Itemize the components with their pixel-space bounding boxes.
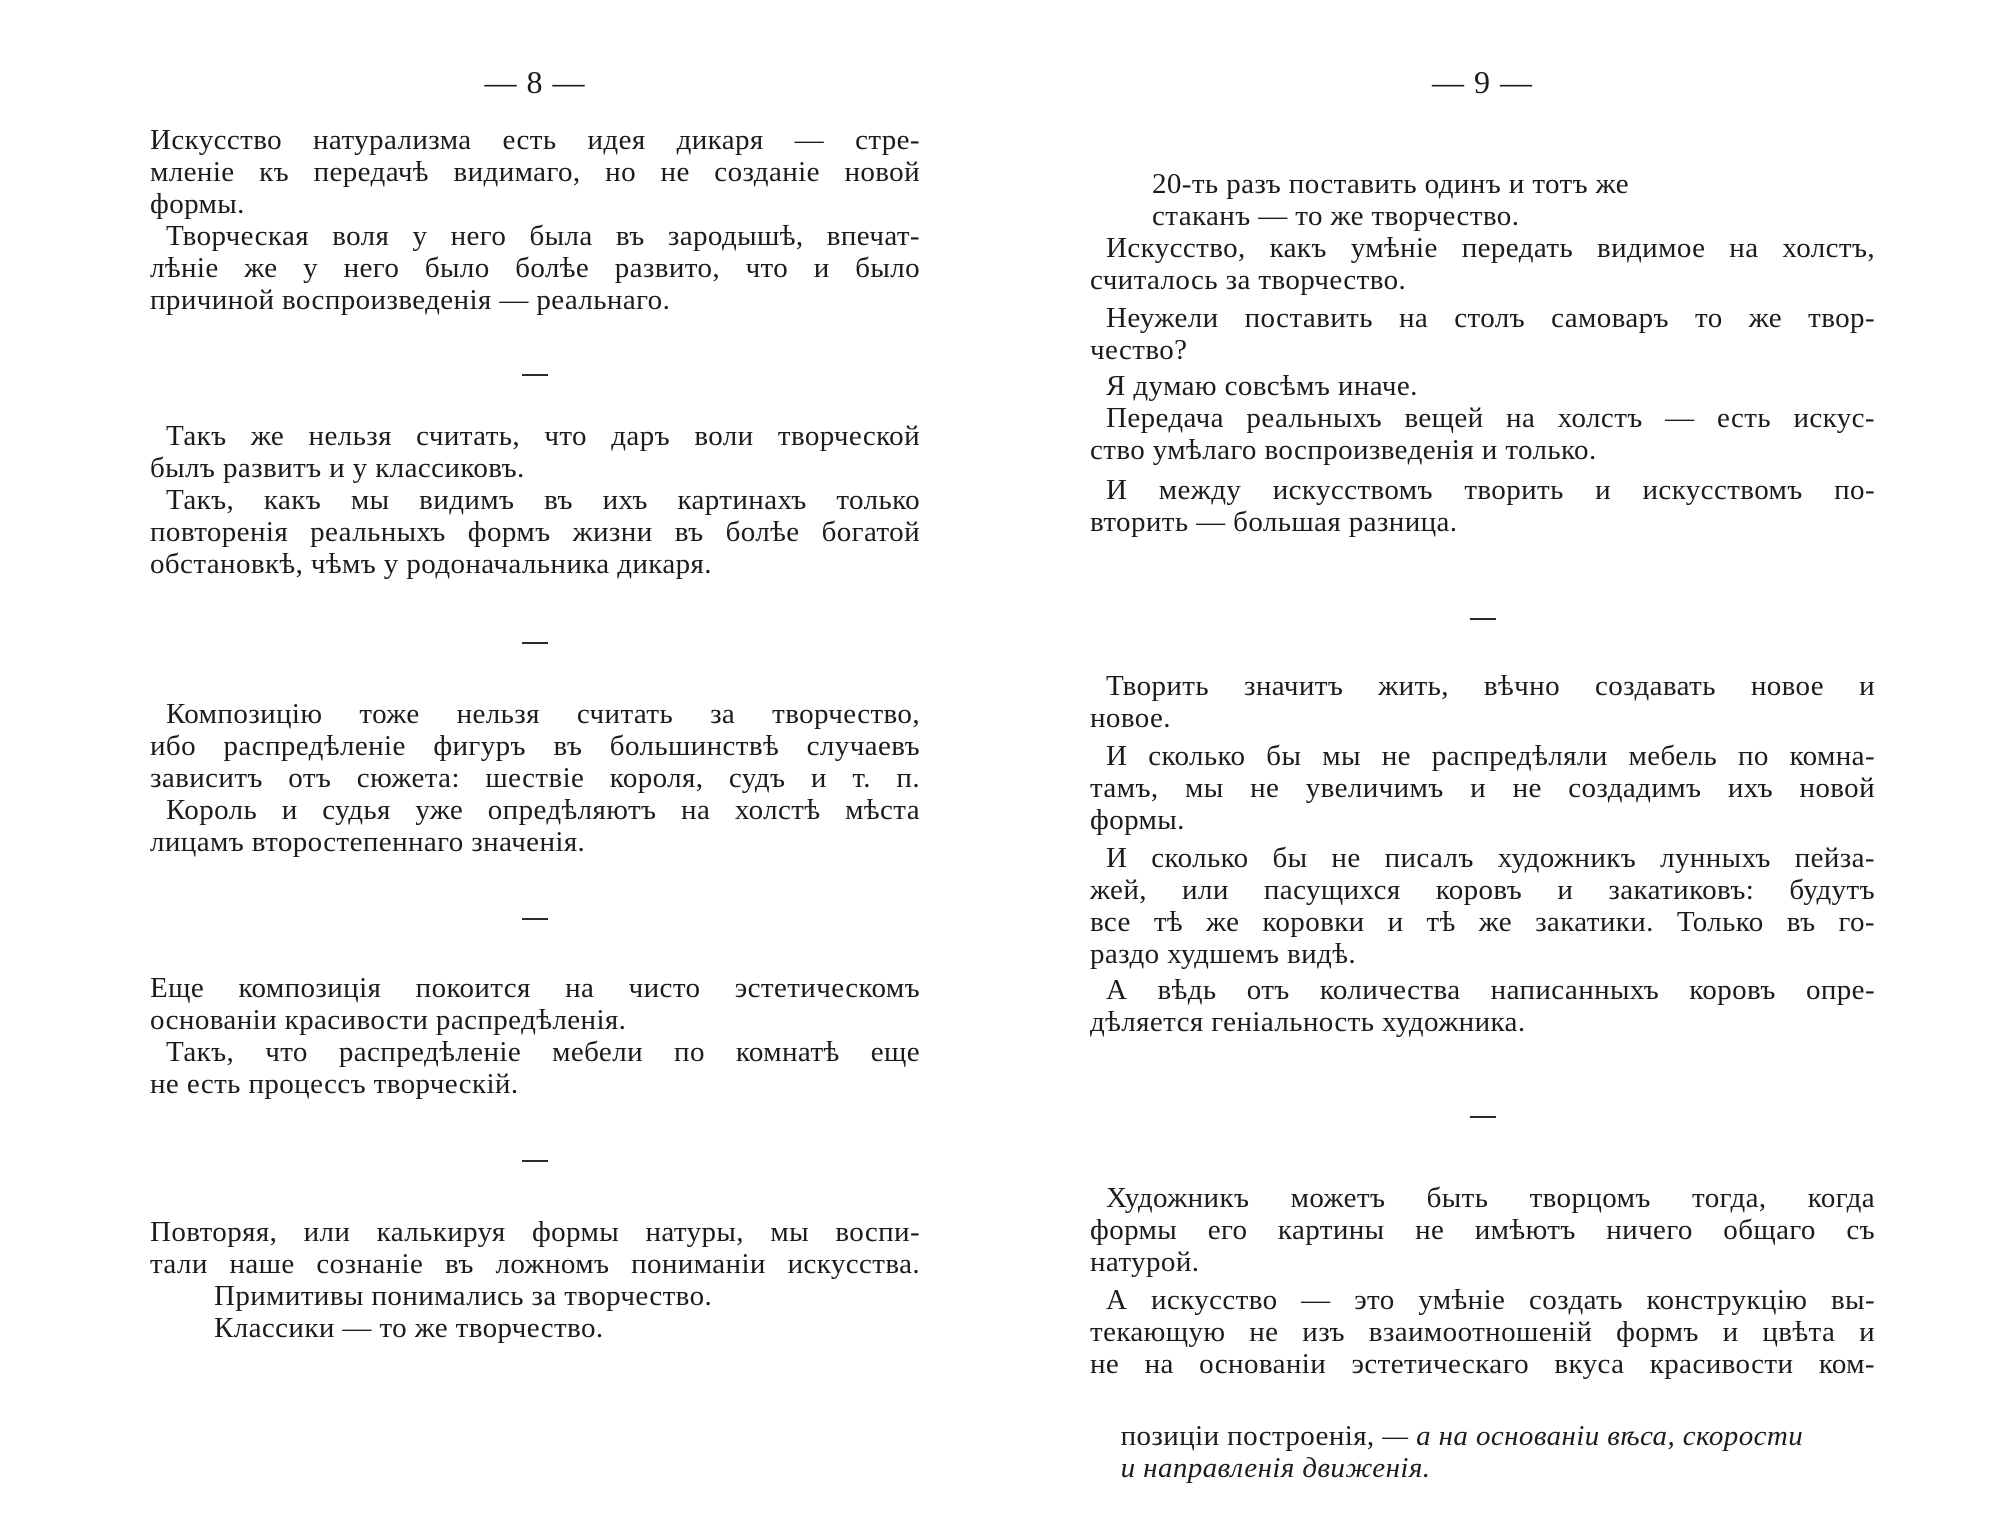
right-page [1090, 0, 1875, 1516]
text-line: И сколько бы не писалъ художникъ лунныхъ пейза- [1106, 842, 1875, 874]
text-line: стаканъ — то же творчество. [1152, 200, 1520, 232]
text-line: Я думаю совсѣмъ иначе. [1106, 370, 1418, 402]
text-line: Искусство, какъ умѣніе передать видимое на холстъ, [1106, 232, 1875, 264]
text-line: повторенія реальныхъ формъ жизни въ болѣе богатой [150, 516, 920, 548]
italic-span: — а на основаніи вѣса, скорости [1374, 1420, 1804, 1452]
text-line: Такъ, что распредѣленіе мебели по комнатѣ еще [166, 1036, 920, 1068]
section-divider [522, 374, 548, 376]
text-line: ство умѣлаго воспроизведенія и только. [1090, 434, 1597, 466]
text-line: А искусство — это умѣніе создать конструкцію вы- [1106, 1284, 1875, 1316]
text-line: Такъ же нельзя считать, что даръ воли творческой [166, 420, 920, 452]
text-line: формы. [150, 188, 245, 220]
text-line: не на основаніи эстетическаго вкуса красивости ком- [1090, 1348, 1875, 1380]
text-line: чество? [1090, 334, 1188, 366]
text-line: Композицію тоже нельзя считать за творчество, [166, 698, 920, 730]
section-divider [1470, 1116, 1496, 1118]
text-line: А вѣдь отъ количества написанныхъ коровъ опре- [1106, 974, 1875, 1006]
text-line: лицамъ второстепеннаго значенія. [150, 826, 586, 858]
text-line: Классики — то же творчество. [214, 1312, 604, 1344]
text-line: Еще композиція покоится на чисто эстетическомъ [150, 972, 920, 1004]
text-line: дѣляется геніальность художника. [1090, 1006, 1526, 1038]
text-line: все тѣ же коровки и тѣ же закатики. Только въ го- [1090, 906, 1875, 938]
text-line: ибо распредѣленіе фигуръ въ большинствѣ случаевъ [150, 730, 920, 762]
text-line: Искусство натурализма есть идея дикаря — стре- [150, 124, 920, 156]
text-line: И между искусствомъ творить и искусствомъ по- [1106, 474, 1875, 506]
text-line: И сколько бы мы не распредѣляли мебель по комна- [1106, 740, 1875, 772]
text-line: Повторяя, или калькируя формы натуры, мы воспи- [150, 1216, 920, 1248]
left-page [150, 0, 920, 1516]
text-line: лѣніе же у него было болѣе развито, что и было [150, 252, 920, 284]
text-line: жей, или пасущихся коровъ и закатиковъ: будутъ [1090, 874, 1875, 906]
section-divider [522, 642, 548, 644]
text-line: Передача реальныхъ вещей на холстъ — есть искус- [1106, 402, 1875, 434]
italic-span: и направленія движенія. [1120, 1452, 1431, 1484]
text-line: обстановкѣ, чѣмъ у родоначальника дикаря. [150, 548, 712, 580]
text-line: Творческая воля у него была въ зародышѣ, впечат- [166, 220, 920, 252]
text-line: Неужели поставить на столъ самоваръ то же твор- [1106, 302, 1875, 334]
text-line: новое. [1090, 702, 1171, 734]
text-line: Творить значитъ жить, вѣчно создавать новое и [1106, 670, 1875, 702]
text-line: тамъ, мы не увеличимъ и не создадимъ ихъ новой [1090, 772, 1875, 804]
text-line: былъ развитъ и у классиковъ. [150, 452, 525, 484]
text-line: не есть процессъ творческій. [150, 1068, 519, 1100]
section-divider [1470, 618, 1496, 620]
text-span: позиціи построенія, [1120, 1420, 1375, 1452]
text-line: Примитивы понимались за творчество. [214, 1280, 713, 1312]
section-divider [522, 1160, 548, 1162]
text-line: зависитъ отъ сюжета: шествіе короля, судъ и т. п. [150, 762, 920, 794]
text-line: считалось за творчество. [1090, 264, 1407, 296]
text-line: формы его картины не имѣютъ ничего общаго съ [1090, 1214, 1875, 1246]
text-line: вторить — большая разница. [1090, 506, 1458, 538]
text-line: Король и судья уже опредѣляютъ на холстѣ мѣста [166, 794, 920, 826]
section-divider [522, 918, 548, 920]
text-line [1090, 1408, 1431, 1484]
text-line: натурой. [1090, 1246, 1200, 1278]
text-line: Такъ, какъ мы видимъ въ ихъ картинахъ только [166, 484, 920, 516]
text-line: текающую не изъ взаимоотношеній формъ и цвѣта и [1090, 1316, 1875, 1348]
text-line: раздо худшемъ видѣ. [1090, 938, 1356, 970]
text-line: тали наше сознаніе въ ложномъ пониманіи искусства. [150, 1248, 920, 1280]
text-line: формы. [1090, 804, 1185, 836]
text-line: Художникъ можетъ быть творцомъ тогда, когда [1106, 1182, 1875, 1214]
page-number: — 9 — [1432, 64, 1533, 100]
text-line: причиной воспроизведенія — реальнаго. [150, 284, 671, 316]
text-line: мленіе къ передачѣ видимаго, но не созданіе новой [150, 156, 920, 188]
text-line: 20-ть разъ поставить одинъ и тотъ же [1152, 168, 1629, 200]
text-line: основаніи красивости распредѣленія. [150, 1004, 627, 1036]
page-number: — 8 — [484, 64, 586, 100]
